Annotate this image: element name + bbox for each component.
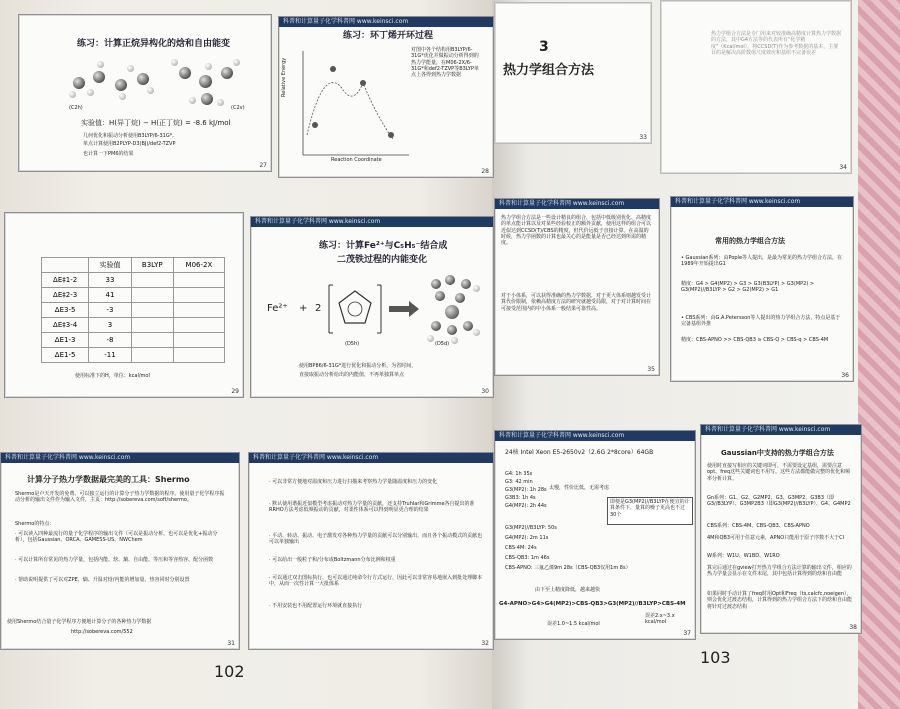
slide-header: 科普和计算量子化学科普网 www.keinsci.com bbox=[495, 199, 659, 209]
slide-32-b1: · 可以非常方便地对温度和压力进行扫描来考察热力学量随温度和压力的变化 bbox=[269, 479, 438, 485]
slide-30 bbox=[250, 216, 494, 398]
slide-31-title: 计算分子热力学数据最完美的工具：Shermo bbox=[27, 475, 190, 484]
time-g3: G3: 42 min bbox=[505, 479, 533, 485]
label-c2v: (C2v) bbox=[231, 105, 245, 111]
slide-number: 31 bbox=[227, 640, 235, 647]
slide-30-note1: 使用BP86/6-31G*进行优化和振动分析，为省时间， bbox=[299, 363, 417, 369]
slide-27-title: 练习：计算正烷异构化的焓和自由能变 bbox=[77, 39, 231, 49]
label-c2h: (C2h) bbox=[69, 105, 83, 111]
slide-35-text: 热力学组合方法是一些设计精良的组合，包括中低级别优化、高精度的单点能计算以及对某些经验校正的额外贡献，使用这样的组合可以近似达到CCSD(T)/CBS的精度，但代价远低于直接计算。在高温的时候，热力学函数的计算也最关心的是能量是否已经达到所需的精度。 bbox=[501, 215, 652, 246]
slide-28-text: 对图中各个结构用B3LYP/6-31G*优化并做振动分析得到的热力学能量，在M06-2X/6-31G*和def2-TZVP等B3LYP单点上各得到热力学数据 bbox=[411, 47, 479, 78]
slide-37 bbox=[494, 430, 696, 640]
slide-31-b2: · 可以计算所有常见的热力学量，包括内能、焓、熵、自由能、等压和等容热容、配分函数 bbox=[15, 557, 214, 563]
slide-header: 科普和计算量子化学科普网 www.keinsci.com bbox=[495, 431, 695, 441]
slide-30-title-1: 练习：计算Fe²⁺与C₅H₅⁻结合成 bbox=[319, 241, 448, 251]
slide-34 bbox=[660, 0, 852, 174]
slide-29-note: 使用标准下的H，单位：kcal/mol bbox=[75, 373, 150, 379]
slide-31-b3: · 帮助说明提供了可以对ZPE、熵、升温对焓/内能的增加量、热容同时分别设置 bbox=[15, 577, 190, 583]
slide-header: 科普和计算量子化学科普网 www.keinsci.com bbox=[251, 217, 493, 227]
slide-36-b4: 精度：CBS-APNO >> CBS-QB3 ≥ CBS-Q > CBS-q > CBS-4M bbox=[681, 337, 829, 343]
chapter-title: 热力学组合方法 bbox=[503, 63, 595, 78]
plus-sign: + bbox=[299, 303, 308, 314]
coefficient: 2 bbox=[315, 303, 322, 314]
table-row: ΔE1-5 -11 bbox=[42, 348, 225, 363]
table-header: 实验值 bbox=[89, 258, 131, 273]
callout-box bbox=[607, 497, 693, 525]
page-number-right: 103 bbox=[700, 648, 731, 667]
time-g3mp2: G3(MP2): 1h 28s bbox=[505, 487, 547, 493]
table-row: ΔE‡1-2 33 bbox=[42, 273, 225, 288]
mid-line-4: CBS-QB3: 1m 46s bbox=[505, 555, 550, 561]
slide-number: 32 bbox=[481, 640, 489, 647]
mid-line-1: G3(MP2)//B3LYP: 50s bbox=[505, 525, 557, 531]
slide-36-b2: 精度：G4 > G4(MP2) > G3 > G3(B3LYP) > G3(MP2) > G3(MP2)//B3LYP > G2 > G2(MP2) > G1 bbox=[681, 281, 815, 294]
mid-line-2: G4(MP2): 2m 11s bbox=[505, 535, 549, 541]
molecule-isobutane-icon bbox=[169, 57, 249, 107]
slide-38-b4: W系列：W1U、W1BD、W1RO bbox=[707, 553, 780, 559]
cyclopentadienyl-icon bbox=[325, 279, 385, 339]
slide-38-b1: Gn系列：G1、G2、G2MP2、G3、G3MP2、G3B3（即G3//B3LYP）、G3MP2B3（即G3(MP2)//B3LYP）、G4、G4MP2 bbox=[707, 495, 851, 508]
slide-38-title: Gaussian中支持的热力学组合方法 bbox=[721, 449, 834, 457]
mid-line-5: CBS-APNO: 三氟乙烯9m 28s（CBS-QB3仅用1m 8s） bbox=[505, 565, 631, 571]
slide-36-b1: • Gaussian系列：由Pople等人提出，是最为常见的热力学组合方法，在1989年开始提出G1 bbox=[681, 255, 843, 268]
fe-ion-label: Fe²⁺ bbox=[267, 303, 288, 314]
slide-36 bbox=[670, 196, 854, 382]
slide-number: 33 bbox=[639, 134, 647, 141]
slide-number: 27 bbox=[259, 162, 267, 169]
energy-table bbox=[41, 257, 225, 363]
slide-header: 科普和计算量子化学科普网 www.keinsci.com bbox=[279, 17, 493, 27]
table-row: ΔE‡3-4 3 bbox=[42, 318, 225, 333]
page-number-left: 102 bbox=[214, 662, 245, 681]
table-row: ΔE3-5 -3 bbox=[42, 303, 225, 318]
ranking-footer: G4-APNO>G4>G4(MP2)>CBS-QB3>G3(MP2)//B3LYP>CBS-4M bbox=[499, 601, 686, 607]
slide-number: 30 bbox=[481, 388, 489, 395]
slide-29 bbox=[4, 212, 244, 398]
error-range-2: 误差2.x~3.x kcal/mol bbox=[645, 613, 675, 626]
slide-38-p2: 算完后通过在gview打开热力学组合方法计算的输出文件，相应的热力学量会显示在文件末尾，其中包括计算得到的焓和自由能 bbox=[707, 565, 852, 578]
time-g3b3: G3B3: 1h 4s bbox=[505, 495, 536, 501]
ferrocene-molecule-icon bbox=[427, 275, 487, 345]
slide-34-text: 热力学组合方法是专门用来对较准确高精度计算热力学数据的方法，其中G4方法等的代表所有"化学精度"（Kcal/mol）。将CCSD(T)作为参考数据的基本，主要目的是解决高阶数值尺度效应和基组不完备误差 bbox=[711, 31, 842, 56]
slide-32-b3: · 平动、转动、振动、电子激发对各种热力学量的贡献可以分别输出，而且各个振动模式的贡献也可以单独输出 bbox=[269, 533, 483, 546]
slide-number: 37 bbox=[683, 630, 691, 637]
slide-31-p1: Shermo是卢天开发的免费、可以独立运行的计算分子热力学数据的程序。使用量子化学程序振动分析的输出文件作为输入文件，主页：http://sobereva.com/soft/shermo。 bbox=[15, 491, 225, 504]
table-header bbox=[42, 258, 89, 273]
slide-27-note3: 也计算一下PM6的结果 bbox=[83, 151, 134, 157]
slide-31-p2: Shermo的特点： bbox=[15, 521, 55, 527]
slide-27-note1: 几何优化和振动分析使用B3LYP/6-31G*, bbox=[83, 133, 174, 139]
slide-38-b2: CBS系列：CBS-4M、CBS-QB3、CBS-APNO bbox=[707, 523, 810, 529]
slide-33 bbox=[494, 2, 652, 144]
chapter-number: 3 bbox=[539, 39, 549, 55]
slide-31-b1: · 可以读入四种最流行的量子化学程序的输出文件（可以是振动分析、也可以是优化+振动分析），包括Gaussian、ORCA、GAMESS-US、NWChem bbox=[15, 531, 218, 544]
time-g4mp2: G4(MP2): 2h 44s bbox=[505, 503, 547, 509]
shermo-link[interactable]: http://sobereva.com/552 bbox=[71, 629, 133, 635]
chart-y-label: Relative Energy bbox=[281, 57, 287, 97]
slide-number: 38 bbox=[849, 624, 857, 631]
mid-line-3: CBS-4M: 24s bbox=[505, 545, 537, 551]
accuracy-note: 由下至上精度降低，越来越快 bbox=[535, 587, 601, 593]
slide-38-p1: 使用时直接写相应的关键词即可，不需要设定基组，需要注意opt、freq这些关键词也不用写。这些方法都能做完整的优化和频率分析计算。 bbox=[707, 463, 851, 482]
slide-27 bbox=[18, 14, 272, 172]
slide-30-title-2: 二茂铁过程的内能变化 bbox=[337, 255, 428, 265]
slide-35 bbox=[494, 198, 660, 376]
slide-header: 科普和计算量子化学科普网 www.keinsci.com bbox=[671, 197, 853, 207]
slide-27-note2: 单点计算使用B2PLYP-D3(BJ)/def2-TZVP bbox=[83, 141, 176, 147]
slide-number: 35 bbox=[647, 366, 655, 373]
slide-32-b2: · 默认使用谐振近似模型考虑振动对热力学量的贡献，还支持Truhlar和Grimme各自提出的准RRHO方法考虑低频振动的贡献，对柔性体系可以得到明显更合理的结果 bbox=[269, 501, 475, 514]
table-row: ΔE‡2-3 41 bbox=[42, 288, 225, 303]
error-range-1: 误差1.0~1.5 kcal/mol bbox=[547, 621, 600, 627]
slide-32 bbox=[248, 452, 494, 650]
slide-header: 科普和计算量子化学科普网 www.keinsci.com bbox=[701, 425, 861, 435]
slide-32-b4: · 可以给出一般粒子和/分布或Boltzmann分布比例和权重 bbox=[269, 557, 396, 563]
slide-36-b3: • CBS系列：由G.A.Petersson等人提出的热力学组合方法，特点是基于完备基组外推 bbox=[681, 315, 841, 328]
slide-38-b3: 4M和QB3可用于任意元素，APNO只能用于原子序数不大于Cl bbox=[707, 535, 845, 541]
slide-number: 34 bbox=[839, 164, 847, 171]
slide-31-bottom1: 使用Shermo结合量子化学程序方便地计算分子的各种热力学数据 bbox=[7, 619, 152, 625]
label-d5h: (D5h) bbox=[345, 341, 360, 347]
slide-35-text2: 对于小体系，可以获得准确的热力学数据，对于更大体系则越发受计算代价限制，依赖高精度方法的研究就越受局限，对于对计算时间在可接受范围内的中小体系一般结果可靠性高。 bbox=[501, 293, 652, 312]
table-header: B3LYP bbox=[131, 258, 173, 273]
bubble-slow: 太慢，性价比低，无需考虑 bbox=[549, 485, 610, 491]
background-fabric bbox=[858, 0, 900, 709]
label-d5d: (D5d) bbox=[435, 341, 450, 347]
molecule-butane-icon bbox=[67, 61, 157, 107]
slide-37-cpu: 24核 Intel Xeon E5-2650v2（2.6G 2*8core）64GB bbox=[505, 449, 654, 456]
slide-header: 科普和计算量子化学科普网 www.keinsci.com bbox=[1, 453, 239, 463]
table-row: ΔE1-3 -8 bbox=[42, 333, 225, 348]
slide-36-title: 常用的热力学组合方法 bbox=[715, 237, 785, 245]
slide-38 bbox=[700, 424, 862, 634]
slide-38-p3: 如果同时手动计算了freq时用Opt和Freq（ts,calcfc,noeigen），则会优化过渡态结构，计算得到的热力学组合方法下的焓和自由能将针对过渡态结构 bbox=[707, 591, 853, 610]
chart-x-label: Reaction Coordinate bbox=[331, 157, 382, 163]
slide-number: 28 bbox=[481, 168, 489, 175]
slide-28 bbox=[278, 16, 494, 178]
callout-text: 即便是G3(MP2)//B3LYP在便宜的计算条件下，量算的噪子更高也不过30个 bbox=[610, 499, 690, 518]
slide-28-title: 练习：环丁烯开环过程 bbox=[343, 31, 434, 41]
time-g4: G4: 1h 35s bbox=[505, 471, 533, 477]
slide-31 bbox=[0, 452, 240, 650]
slide-number: 36 bbox=[841, 372, 849, 379]
slide-30-note2: 直接取振动分析给出的内能值，不再单独算单点 bbox=[299, 372, 405, 378]
arrow-right-icon bbox=[389, 301, 419, 317]
slide-27-result: 实验值：H(异丁烷) − H(正丁烷) = -8.6 kJ/mol bbox=[81, 119, 231, 127]
energy-profile-chart bbox=[293, 47, 413, 165]
table-header: M06-2X bbox=[173, 258, 224, 273]
slide-32-b6: · 不用安装也不用配置运行环境就直接执行 bbox=[269, 603, 363, 609]
slide-32-b5: · 可以通过双击图标执行，也可以通过纯命令行方式运行，因此可以非常容易地嵌入到批处理脚本中，从而一次性计算一大批体系 bbox=[269, 575, 483, 588]
slide-number: 29 bbox=[231, 388, 239, 395]
slide-header: 科普和计算量子化学科普网 www.keinsci.com bbox=[249, 453, 493, 463]
